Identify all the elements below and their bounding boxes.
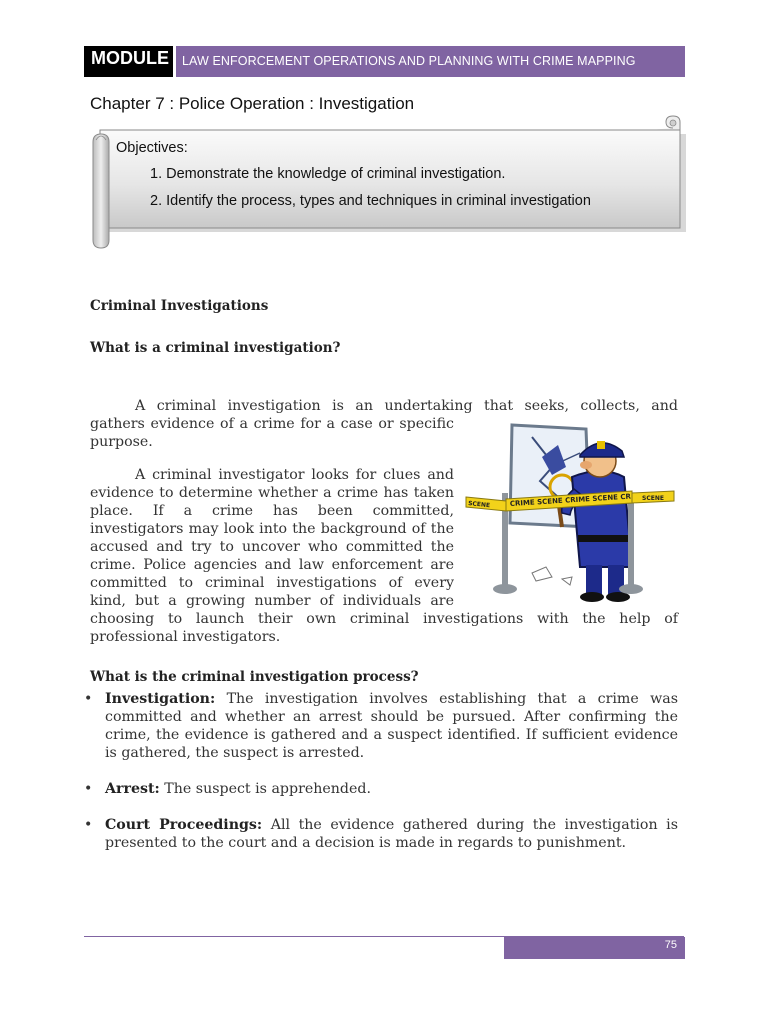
- question-heading: What is a criminal investigation?: [90, 340, 341, 356]
- step-term: Arrest:: [105, 781, 160, 797]
- bullet-icon: •: [84, 691, 93, 707]
- objective-item: 1. Demonstrate the knowledge of criminal investigation.: [150, 166, 506, 182]
- chapter-title: Chapter 7 : Police Operation : Investigation: [90, 94, 415, 113]
- paragraph-text: A criminal investigation is an undertaking that seeks, collects, and gathers evidence of a crime for a case or specific purpose.: [90, 398, 678, 450]
- police-officer-icon: [462, 417, 678, 605]
- bullet-icon: •: [84, 781, 93, 797]
- scroll-banner-shape: [90, 112, 688, 252]
- step-text: The suspect is apprehended.: [164, 781, 371, 797]
- list-item: [84, 816, 678, 852]
- step-term: Investigation:: [105, 691, 216, 707]
- objectives-scroll: [90, 112, 688, 252]
- module-label: MODULE: [84, 46, 173, 77]
- tape-left-text: SCENE: [467, 500, 491, 510]
- paragraph-text: A criminal investigator looks for clues and evidence to determine whether a crime has taken place. If a crime has been committed, investigators may look into the background of the accused and try to uncover who committed the crime. Police agencies and law enforcement are committed to criminal investigations of every kind, but a growing number of individuals are choosing to launch their own criminal investigations with the help of professional investigators.: [90, 467, 678, 645]
- page-number: 75: [504, 937, 685, 959]
- module-header: [84, 46, 685, 77]
- process-list: [84, 690, 678, 870]
- step-text: The investigation involves establishing that a crime was committed and whether an arrest should be pursued. After confirming the crime, the evidence is gathered and a suspect identified. If sufficient evidence is gathered, the suspect is arrested.: [105, 691, 678, 761]
- tape-text: CRIME SCENE CRIME SCENE CR: [509, 492, 632, 508]
- crime-scene-illustration: [462, 417, 678, 605]
- step-term: Court Proceedings:: [105, 817, 263, 833]
- step-text: All the evidence gathered during the investigation is presented to the court and a decision is made in regards to punishment.: [105, 817, 678, 851]
- objectives-title: Objectives:: [116, 140, 188, 156]
- course-title: LAW ENFORCEMENT OPERATIONS AND PLANNING WITH CRIME MAPPING: [176, 46, 685, 77]
- section-heading: Criminal Investigations: [90, 298, 269, 314]
- question-heading: What is the criminal investigation process?: [90, 669, 419, 685]
- objective-item: 2. Identify the process, types and techniques in criminal investigation: [150, 193, 591, 209]
- bullet-icon: •: [84, 817, 93, 833]
- tape-right-text: SCENE: [642, 495, 664, 502]
- list-item: [84, 690, 678, 762]
- list-item: [84, 780, 678, 798]
